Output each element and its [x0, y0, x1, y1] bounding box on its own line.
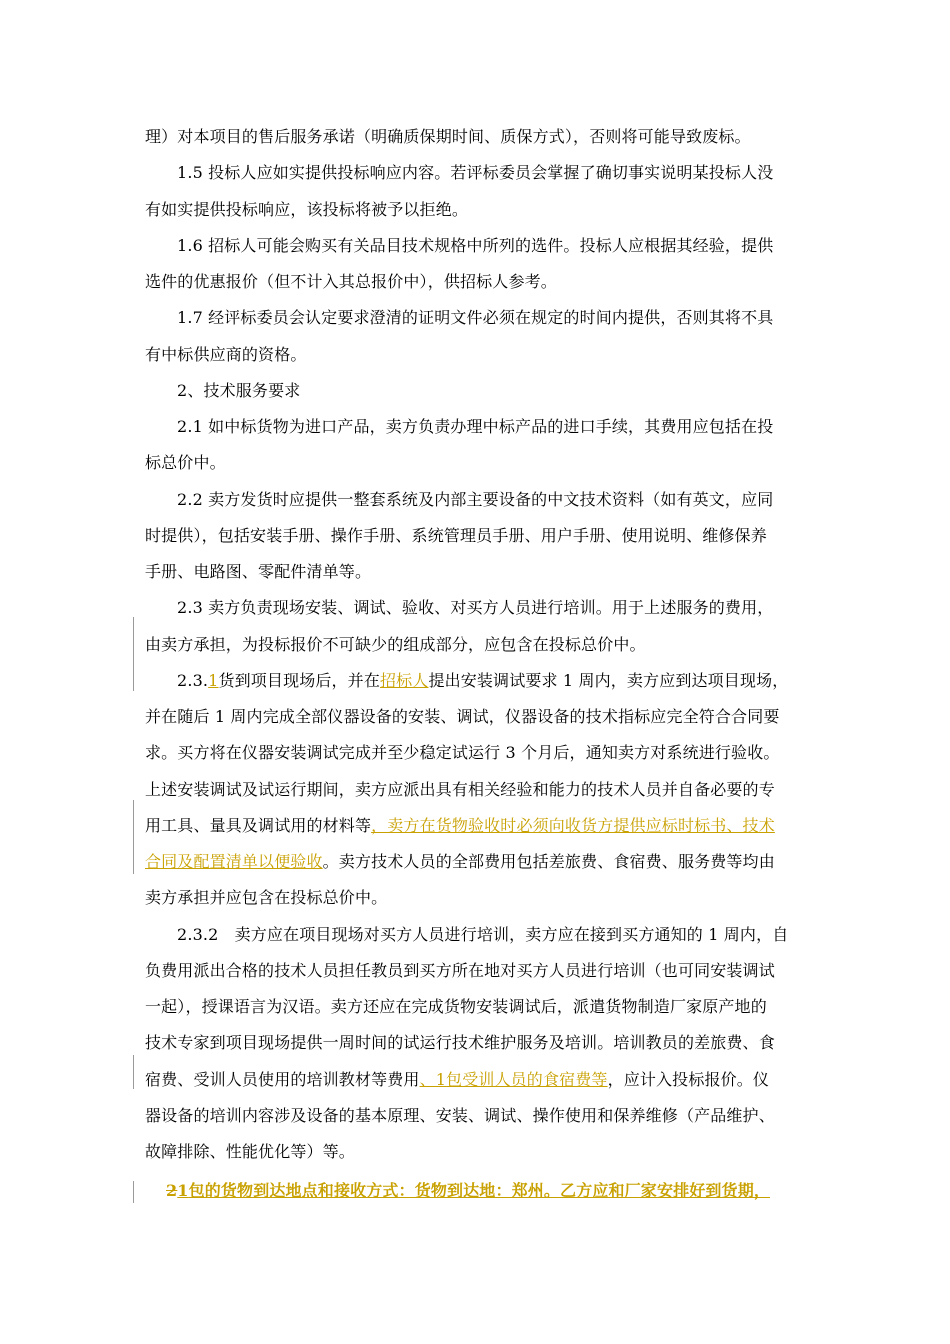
text-line: 1.5 投标人应如实提供投标响应内容。若评标委员会掌握了确切事实说明某投标人没	[177, 163, 774, 182]
change-bar	[133, 1181, 134, 1203]
section-heading: 2、技术服务要求	[177, 381, 301, 400]
text-line: 2.3.2 卖方应在项目现场对买方人员进行培训，卖方应在接到买方通知的 1 周内，自	[177, 925, 789, 944]
text-line: 上述安装调试及试运行期间，卖方应派出具有相关经验和能力的技术人员并自备必要的专	[145, 780, 775, 799]
text-line: 1.7 经评标委员会认定要求澄清的证明文件必须在规定的时间内提供，否则其将不具	[177, 308, 774, 327]
tracked-insertion: 包的货物到达地点和接收方式：货物到达地：郑州。乙方应和厂家安排好到货期，	[188, 1181, 770, 1200]
text-line	[145, 816, 775, 836]
text-run: 。卖方技术人员的全部费用包括差旅费、食宿费、服务费等均由	[322, 852, 775, 871]
text-line: 负费用派出合格的技术人员担任教员到买方所在地对买方人员进行培训（也可同安装调试	[145, 961, 775, 980]
text-run: ，应计入投标报价。仪	[607, 1070, 770, 1089]
text-line	[145, 1070, 769, 1090]
text-line: 求。买方将在仪器安装调试完成并至少稳定试运行 3 个月后，通知卖方对系统进行验收。	[145, 743, 780, 762]
text-line: 有中标供应商的资格。	[145, 345, 307, 364]
text-line: 标总价中。	[145, 453, 226, 472]
text-line: 卖方承担并应包含在投标总价中。	[145, 888, 388, 907]
change-bar	[133, 657, 134, 691]
text-line: 并在随后 1 周内完成全部仪器设备的安装、调试，仪器设备的技术指标应完全符合合同要	[145, 707, 780, 726]
text-line: 技术专家到项目现场提供一周时间的试运行技术维护服务及培训。培训教员的差旅费、食	[145, 1033, 775, 1052]
text-line: 器设备的培训内容涉及设备的基本原理、安装、调试、操作使用和保养维修（产品维护、	[145, 1106, 775, 1125]
text-line: 2.1 如中标货物为进口产品，卖方负责办理中标产品的进口手续，其费用应包括在投	[177, 417, 774, 436]
text-line: 理）对本项目的售后服务承诺（明确质保期时间、质保方式），否则将可能导致废标。	[145, 127, 751, 146]
tracked-insertion: 包受训人员的食宿费等	[446, 1070, 608, 1089]
change-bar	[133, 800, 134, 874]
change-bar	[133, 1055, 134, 1089]
text-line	[166, 1181, 770, 1201]
tracked-insertion: 合同及配置清单以便验收	[145, 852, 323, 871]
text-line: 时提供），包括安装手册、操作手册、系统管理员手册、用户手册、使用说明、维修保养	[145, 526, 767, 545]
text-line	[177, 671, 788, 691]
text-line: 手册、电路图、零配件清单等。	[145, 562, 372, 581]
tracked-insertion: 招标人	[380, 671, 429, 690]
text-line: 故障排除、性能优化等）等。	[145, 1142, 355, 1161]
text-line: 由卖方承担，为投标报价不可缺少的组成部分，应包含在投标总价中。	[145, 635, 646, 654]
text-line: 一起），授课语言为汉语。卖方还应在完成货物安装调试后，派遣货物制造厂家原产地的	[145, 997, 767, 1016]
text-line: 1.6 招标人可能会购买有关品目技术规格中所列的选件。投标人应根据其经验，提供	[177, 236, 774, 255]
text-run: 宿费、受训人员使用的培训教材等费用	[145, 1070, 420, 1089]
tracked-insertion: ，卖方在货物验收时必须向收货方提供应标时标书、技术	[371, 816, 775, 835]
text-line: 2.2 卖方发货时应提供一整套系统及内部主要设备的中文技术资料（如有英文，应同	[177, 490, 774, 509]
text-line	[145, 852, 775, 872]
tracked-deletion: 2	[166, 1181, 178, 1200]
text-run: 2.3.	[177, 671, 209, 690]
change-bar	[133, 617, 134, 657]
text-run: 货到项目现场后，并在	[218, 671, 380, 690]
tracked-insertion: 、1	[419, 1070, 447, 1089]
tracked-insertion: 1	[208, 671, 219, 690]
text-line: 选件的优惠报价（但不计入其总报价中），供招标人参考。	[145, 272, 557, 291]
text-run: 用工具、量具及调试用的材料等	[145, 816, 372, 835]
tracked-insertion: 1	[177, 1181, 189, 1200]
text-line: 有如实提供投标响应，该投标将被予以拒绝。	[145, 200, 469, 219]
text-run: 提出安装调试要求 1 周内，卖方应到达项目现场，	[428, 671, 789, 690]
text-line: 2.3 卖方负责现场安装、调试、验收、对买方人员进行培训。用于上述服务的费用，	[177, 598, 774, 617]
